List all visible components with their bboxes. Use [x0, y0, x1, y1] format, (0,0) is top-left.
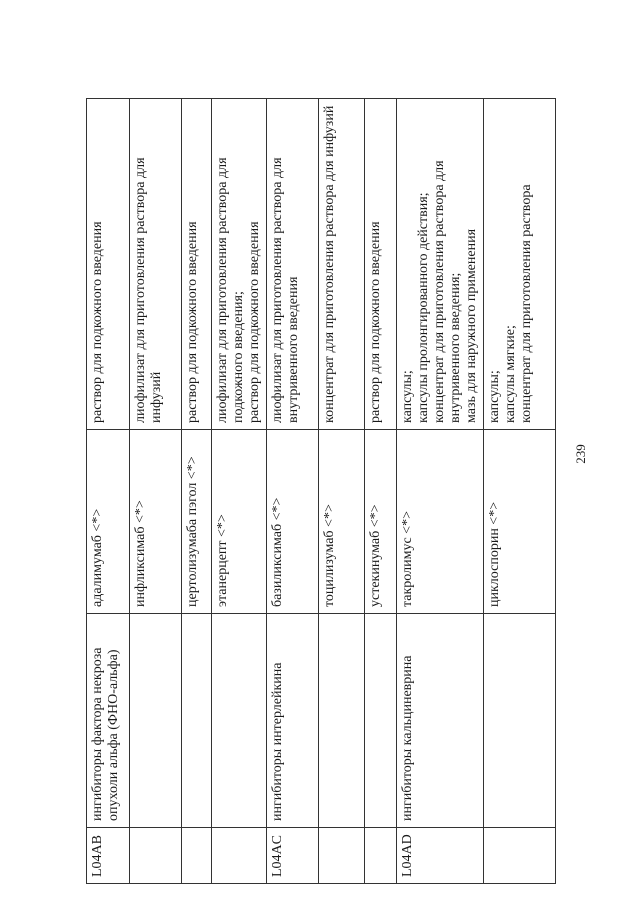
dosage-form-line: лиофилизат для приготовления раствора для инфузий: [133, 153, 165, 423]
dosage-form-line: раствор для подкожного введения: [247, 221, 263, 423]
group-cell: [319, 614, 364, 828]
dosage-form-cell: [396, 99, 483, 430]
dosage-form-cell: [182, 99, 212, 430]
group-cell: [130, 614, 182, 828]
dosage-form-line: раствор для подкожного введения: [90, 221, 105, 423]
dosage-form-cell: [212, 99, 267, 430]
dosage-form-line: лиофилизат для приготовления раствора для подкожного введения;: [215, 153, 247, 423]
dosage-form-line: капсулы мягкие;: [502, 325, 518, 423]
dosage-form-cell: [267, 99, 319, 430]
group-cell: [364, 614, 396, 828]
dosage-form-cell: [364, 99, 396, 430]
dosage-form-cell: [87, 99, 130, 430]
group-cell: [483, 614, 555, 828]
drug-cell: устекинумаб <*>: [364, 430, 396, 614]
dosage-form-line: мазь для наружного применения: [463, 228, 479, 423]
page-number: 239: [573, 444, 588, 464]
drug-cell: базиликсимаб <*>: [267, 430, 319, 614]
rotated-document-sheet: [86, 99, 556, 884]
group-cell: [212, 614, 267, 828]
table-row: [182, 99, 212, 884]
code-cell: L04AB: [87, 828, 130, 884]
dosage-form-line: концентрат для приготовления раствора: [518, 184, 534, 423]
drug-classification-table: [86, 98, 556, 884]
group-cell: ингибиторы интерлейкина: [267, 614, 319, 828]
drug-cell: этанерцепт <*>: [212, 430, 267, 614]
drug-cell: такролимус <*>: [396, 430, 483, 614]
code-cell: [319, 828, 364, 884]
dosage-form-line: лиофилизат для приготовления раствора для внутривенного введения: [270, 153, 302, 423]
dosage-form-line: концентрат для приготовления раствора для внутривенного введения;: [431, 156, 463, 423]
code-cell: [483, 828, 555, 884]
table-row: [483, 99, 555, 884]
table-row: [319, 99, 364, 884]
table-row: [130, 99, 182, 884]
drug-cell: циклоспорин <*>: [483, 430, 555, 614]
table-row: [87, 99, 130, 884]
code-cell: L04AD: [396, 828, 483, 884]
table-row: [212, 99, 267, 884]
code-cell: L04AC: [267, 828, 319, 884]
drug-cell: инфликсимаб <*>: [130, 430, 182, 614]
table-row: [396, 99, 483, 884]
drug-cell: тоцилизумаб <*>: [319, 430, 364, 614]
drug-cell: адалимумаб <*>: [87, 430, 130, 614]
dosage-form-line: капсулы;: [486, 370, 502, 423]
dosage-form-line: капсулы;: [399, 370, 415, 423]
dosage-form-line: раствор для подкожного введения: [367, 221, 383, 423]
dosage-form-cell: [483, 99, 555, 430]
drug-cell: цертолизумаба пэгол <*>: [182, 430, 212, 614]
group-cell: ингибиторы кальциневрина: [396, 614, 483, 828]
dosage-form-line: раствор для подкожного введения: [185, 221, 201, 423]
code-cell: [130, 828, 182, 884]
dosage-form-line: капсулы пролонгированного действия;: [415, 192, 431, 423]
dosage-form-cell: [130, 99, 182, 430]
code-cell: [364, 828, 396, 884]
dosage-form-line: концентрат для приготовления раствора для инфузий: [322, 105, 338, 423]
code-cell: [182, 828, 212, 884]
group-cell: ингибиторы фактора некроза опухоли альфа (ФНО-альфа): [87, 614, 130, 828]
dosage-form-cell: [319, 99, 364, 430]
group-cell: [182, 614, 212, 828]
table-row: [267, 99, 319, 884]
table-row: [364, 99, 396, 884]
code-cell: [212, 828, 267, 884]
